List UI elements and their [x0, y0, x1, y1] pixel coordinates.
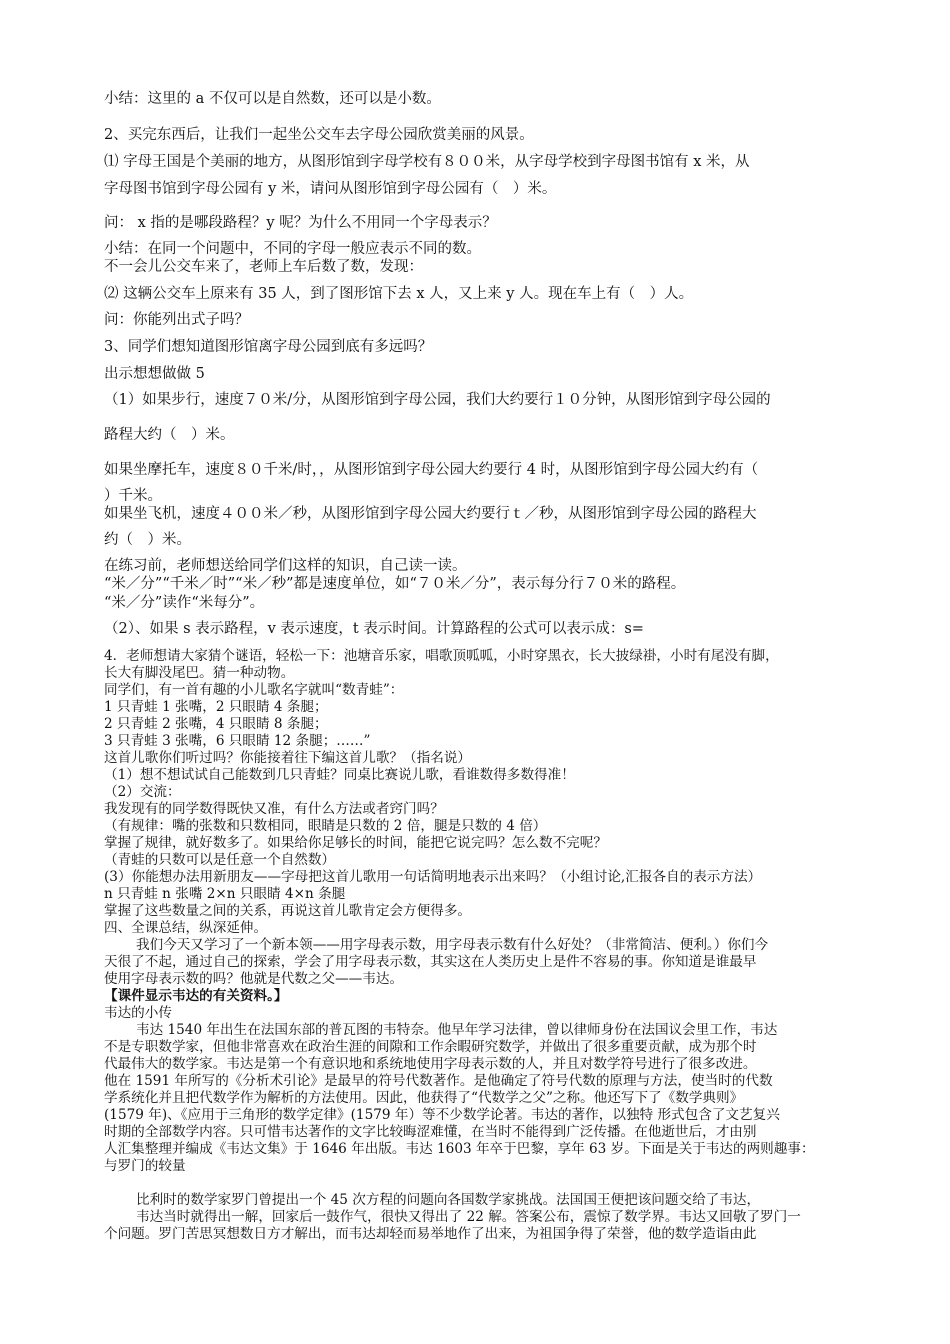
- text-line: 如果坐摩托车，速度８０千米/时，，从图形馆到字母公园大约要行 4 时，从图形馆到字母公园大约有（: [104, 462, 759, 478]
- text-line: ）千米。: [104, 488, 162, 504]
- text-line: 小结：这里的 a 不仅可以是自然数，还可以是小数。: [104, 91, 441, 107]
- text-line: 代最伟大的数学家。韦达是第一个有意识地和系统地使用字母表示数的人，并且对数学符号进行了很多改进。: [104, 1056, 757, 1072]
- text-line: 天很了不起，通过自己的探索，学会了用字母表示数，其实这在人类历史上是件不容易的事。你知道是谁最早: [104, 954, 757, 970]
- text-line: 我们今天又学习了一个新本领——用字母表示数，用字母表示数有什么好处？（非常简洁、便利。）你们今: [136, 937, 769, 953]
- text-line: 4．老师想请大家猜个谜语，轻松一下：池塘音乐家，唱歌顶呱呱，小时穿黑衣，长大披绿褂，小时有尾没有脚，: [104, 648, 779, 664]
- text-line: 出示想想做做 5: [104, 366, 205, 382]
- text-line: n 只青蛙 n 张嘴 2×n 只眼睛 4×n 条腿: [104, 886, 346, 902]
- text-line: 掌握了这些数量之间的关系，再说这首儿歌肯定会方便得多。: [104, 903, 472, 919]
- section-heading: 四、全课总结，纵深延伸。: [104, 920, 268, 936]
- text-line: 字母图书馆到字母公园有 y 米，请问从图形馆到字母公园有（ ）米。: [104, 181, 557, 197]
- text-line: （2）、如果 s 表示路程，v 表示速度，t 表示时间。计算路程的公式可以表示成：s=: [104, 621, 644, 637]
- text-line: 与罗门的较量: [104, 1158, 186, 1174]
- text-line: 约（ ）米。: [104, 532, 191, 548]
- section-heading: 韦达的小传: [104, 1005, 172, 1021]
- text-line: 学系统化并且把代数学作为解析的方法使用。因此，他获得了“代数学之父”之称。他还写下了《数学典则》: [104, 1090, 744, 1106]
- text-line: 他在 1591 年所写的《分析术引论》是最早的符号代数著作。是他确定了符号代数的原理与方法，使当时的代数: [104, 1073, 773, 1089]
- text-line: 如果坐飞机，速度４００米／秒，从图形馆到字母公园大约要行ｔ／秒，从图形馆到字母公园的路程大: [104, 506, 757, 522]
- text-line: 在练习前，老师想送给同学们这样的知识，自己读一读。: [104, 558, 467, 574]
- text-line: 不是专职数学家，但他非常喜欢在政治生涯的间隙和工作余暇研究数学，并做出了很多重要贡献，成为那个时: [104, 1039, 757, 1055]
- text-line: 1 只青蛙 1 张嘴，2 只眼睛 4 条腿；: [104, 699, 328, 715]
- text-line: 小结：在同一个问题中，不同的字母一般应表示不同的数。: [104, 241, 481, 257]
- text-line: 2、买完东西后，让我们一起坐公交车去字母公园欣赏美丽的风景。: [104, 127, 534, 143]
- text-line: 我发现有的同学数得既快又准，有什么方法或者窍门吗？: [104, 801, 444, 817]
- text-line: 不一会儿公交车来了，老师上车后数了数，发现：: [104, 259, 423, 275]
- text-line: “米／分”“千米／时”“米／秒”都是速度单位，如“７０米／分”，表示每分行７０米的路程。: [104, 576, 686, 592]
- text-line: “米／分”读作“米每分”。: [104, 595, 265, 611]
- text-line: 3 只青蛙 3 张嘴，6 只眼睛 12 条腿；……”: [104, 733, 371, 749]
- text-line: 人汇集整理并编成《韦达文集》于 1646 年出版。韦达 1603 年卒于巴黎，享年 63 岁。下面是关于韦达的两则趣事：: [104, 1141, 815, 1157]
- text-line: (3）你能想办法用新朋友——字母把这首儿歌用一句话简明地表示出来吗？（小组讨论,汇报各自的表示方法）: [104, 869, 762, 885]
- text-line: 掌握了规律，就好数多了。如果给你足够长的时间，能把它说完吗？怎么数不完呢？: [104, 835, 607, 851]
- section-heading: 比利时的数学家罗门曾提出一个 45 次方程的问题向各国数学家挑战。法国国王便把该问题交给了韦达，: [136, 1192, 761, 1208]
- text-line: 路程大约（ ）米。: [104, 427, 235, 443]
- text-line: ⑴ 字母王国是个美丽的地方，从图形馆到字母学校有８００米，从字母学校到字母图书馆有 x 米，从: [104, 154, 750, 170]
- text-line: 同学们，有一首有趣的小儿歌名字就叫“数青蛙”：: [104, 682, 404, 698]
- text-line: 3、同学们想知道图形馆离字母公园到底有多远吗？: [104, 339, 433, 355]
- text-line: (1579 年)、《应用于三角形的数学定律》(1579 年）等不少数学论著。韦达的著作，以独特 形式包含了文艺复兴: [104, 1107, 780, 1123]
- text-line: 长大有脚没尾巴。猜一种动物。: [104, 665, 295, 681]
- text-line: 2 只青蛙 2 张嘴，4 只眼睛 8 条腿；: [104, 716, 328, 732]
- text-line: 使用字母表示数的吗？他就是代数之父——韦达。: [104, 971, 404, 987]
- text-line: 这首儿歌你们听过吗？你能接着往下编这首儿歌？（指名说）: [104, 750, 472, 766]
- text-line: 韦达当时就得出一解，回家后一鼓作气，很快又得出了 22 解。答案公布，震惊了数学界。韦达又回敬了罗门一: [136, 1209, 801, 1225]
- text-line: 时期的全部数学内容。只可惜韦达著作的文字比较晦涩难懂，在当时不能得到广泛传播。在他逝世后，才由别: [104, 1124, 757, 1140]
- text-line: 问： x 指的是哪段路程？y 呢？为什么不用同一个字母表示？: [104, 215, 497, 231]
- text-line: （1）想不想试试自己能数到几只青蛙？同桌比赛说儿歌，看谁数得多数得准！: [104, 767, 575, 783]
- text-line: （2）交流：: [104, 784, 181, 800]
- text-line: 【课件显示韦达的有关资料。】: [104, 988, 288, 1004]
- text-line: （有规律：嘴的张数和只数相同，眼睛是只数的 2 倍，腿是只数的 4 倍）: [104, 818, 547, 834]
- text-line: 韦达 1540 年出生在法国东部的普瓦图的韦特奈。他早年学习法律，曾以律师身份在法国议会里工作，韦达: [136, 1022, 778, 1038]
- text-line: （1）如果步行，速度７０米/分，从图形馆到字母公园，我们大约要行１０分钟，从图形馆到字母公园的: [104, 392, 771, 408]
- text-line: 问：你能列出式子吗？: [104, 312, 249, 328]
- text-line: ⑵ 这辆公交车上原来有 35 人，到了图形馆下去 x 人，又上来 y 人。现在车上有（ ）人。: [104, 286, 694, 302]
- text-line: 个问题。罗门苦思冥想数日方才解出，而韦达却轻而易举地作了出来，为祖国争得了荣誉，他的数学造诣由此: [104, 1226, 757, 1242]
- text-line: （青蛙的只数可以是任意一个自然数）: [104, 852, 336, 868]
